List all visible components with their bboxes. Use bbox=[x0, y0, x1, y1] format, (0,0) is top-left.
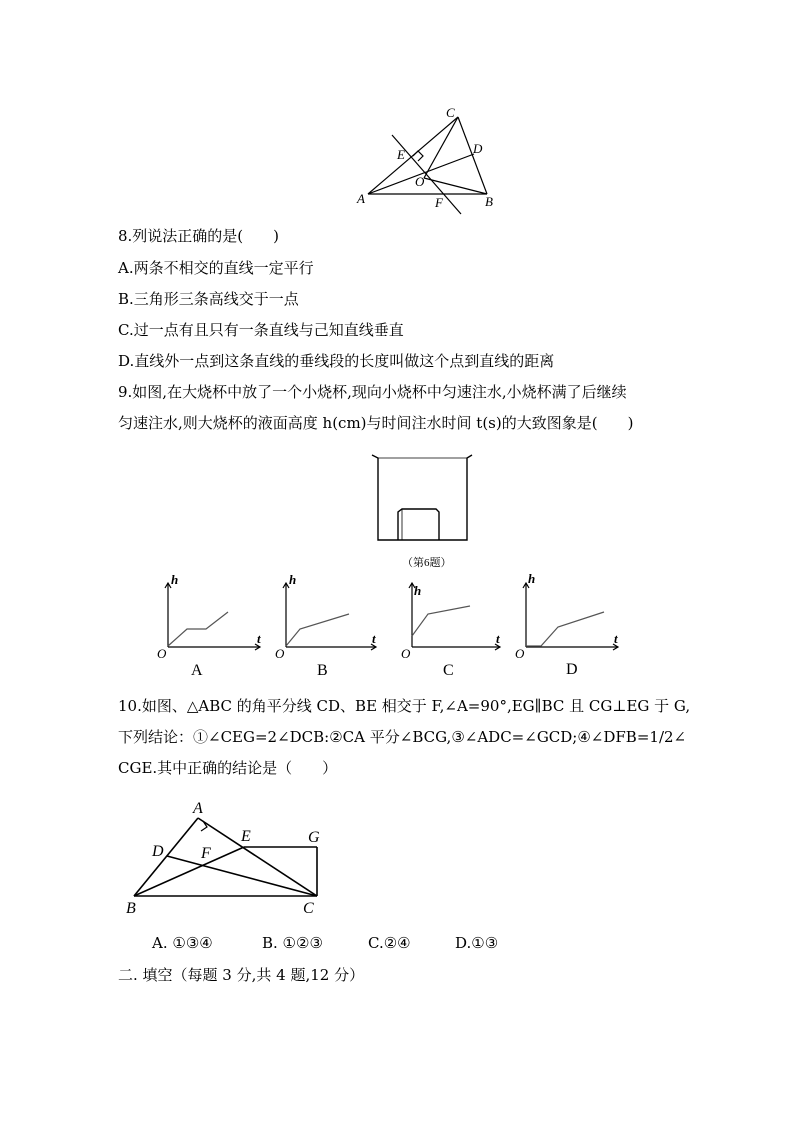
graph-b-origin: O bbox=[275, 646, 285, 661]
graph-a-option-label: A bbox=[191, 662, 203, 679]
graph-c-h-label: h bbox=[414, 583, 422, 598]
label-a: A bbox=[193, 800, 203, 817]
label-o: O bbox=[415, 174, 425, 189]
label-f: F bbox=[435, 195, 443, 210]
graph-a-t-label: t bbox=[257, 631, 261, 646]
q10-choice-c: C.②④ bbox=[368, 934, 411, 952]
label-c: C bbox=[446, 105, 455, 120]
q10-stem-line2: 下列结论：①∠CEG=2∠DCB:②CA 平分∠BCG,③∠ADC=∠GCD;④∠DFB=1/2∠ bbox=[118, 728, 687, 746]
q10-choice-d: D.①③ bbox=[455, 934, 499, 952]
graph-b-option-label: B bbox=[317, 662, 328, 679]
q8-option-d: D.直线外一点到这条直线的垂线段的长度叫做这个点到直线的距离 bbox=[118, 352, 555, 370]
graph-a-h-label: h bbox=[171, 572, 179, 587]
graph-c-t-label: t bbox=[496, 631, 500, 646]
q10-stem-line3: CGE.其中正确的结论是（ ） bbox=[118, 759, 338, 777]
q8-option-b: B.三角形三条高线交于一点 bbox=[118, 290, 299, 308]
label-e: E bbox=[241, 828, 251, 845]
segment-ac bbox=[198, 818, 317, 896]
label-d: D bbox=[152, 843, 164, 860]
graph-d-t-label: t bbox=[614, 631, 618, 646]
q10-choice-b: B. ①②③ bbox=[262, 934, 323, 952]
graph-c-origin: O bbox=[401, 646, 411, 661]
segment-dc bbox=[167, 856, 317, 896]
graph-b-h-label: h bbox=[289, 572, 297, 587]
q8-option-a: A.两条不相交的直线一定平行 bbox=[118, 259, 314, 277]
graph-a-origin: O bbox=[157, 646, 167, 661]
q8-option-c: C.过一点有且只有一条直线与己知直线垂直 bbox=[118, 321, 404, 339]
label-g: G bbox=[308, 829, 320, 846]
graph-d-origin: O bbox=[515, 646, 525, 661]
q8-stem: 8.列说法正确的是( ) bbox=[118, 227, 280, 245]
label-e: E bbox=[397, 147, 405, 162]
graph-d-option-label: D bbox=[566, 661, 578, 678]
label-b: B bbox=[485, 194, 493, 209]
q9-figure-caption: （第6题） bbox=[402, 557, 452, 569]
section-2-heading: 二. 填空（每题 3 分,共 4 题,12 分） bbox=[118, 966, 365, 984]
label-b: B bbox=[126, 900, 136, 917]
label-f: F bbox=[201, 845, 211, 862]
q9-stem-line1: 9.如图,在大烧杯中放了一个小烧杯,现向小烧杯中匀速注水,小烧杯满了后继续 bbox=[118, 383, 627, 401]
q10-choice-a: A. ①③④ bbox=[152, 934, 213, 952]
segment-ba bbox=[134, 818, 198, 896]
label-d: D bbox=[473, 141, 483, 156]
q10-stem-line1: 10.如图、△ABC 的角平分线 CD、BE 相交于 F,∠A=90°,EG∥BC 且 CG⊥EG 于 G, bbox=[118, 697, 691, 715]
label-a: A bbox=[357, 191, 365, 206]
q9-stem-line2: 匀速注水,则大烧杯的液面高度 h(cm)与时间注水时间 t(s)的大致图象是( ) bbox=[118, 414, 634, 432]
graph-c-option-label: C bbox=[443, 662, 454, 679]
graph-d-h-label: h bbox=[528, 571, 536, 586]
label-c: C bbox=[303, 900, 314, 917]
graph-b-t-label: t bbox=[372, 631, 376, 646]
